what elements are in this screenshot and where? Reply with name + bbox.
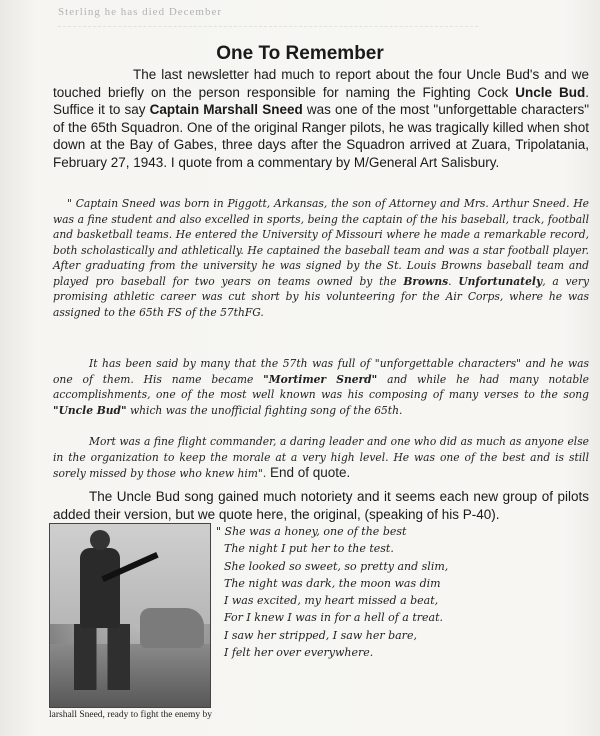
poem-line: I saw her stripped, I saw her bare,: [224, 628, 417, 642]
photo-caption: larshall Sneed, ready to fight the enemy by: [49, 710, 213, 720]
poem-line: The night was dark, the moon was dim: [224, 576, 441, 590]
poem-line: " She was a honey, one of the best: [216, 525, 407, 538]
quote-paragraph-3: Mort was a fine flight commander, a daring leader and one who did as much as anyone else in the organization to keep the morale at a very high level. He was one of the best and is still sorely missed by those who knew him". End of quote.: [53, 435, 589, 480]
quote-paragraph-2: It has been said by many that the 57th was full of "unforgettable characters" and he was one of them. His name became "Mortimer Snerd" and while he had many notable accomplishments, one of the most well known was his composing of many verses to the song "Uncle Bud" which was the unofficial fighting song of the 65th.: [53, 357, 589, 417]
poem-line: The night I put her to the test.: [224, 542, 394, 556]
faded-header-fragment: Sterling he has died December: [58, 6, 478, 27]
poem-line: For I knew I was in for a hell of a treat.: [224, 611, 444, 625]
photo-marshall-sneed: [49, 523, 211, 708]
intro-paragraph: The last newsletter had much to report about the four Uncle Bud's and we touched briefly on the person responsible for naming the Fighting Cock Uncle Bud. Suffice it to say Captain Marshall Sneed was one of the most "unforgettable characters" of the 65th Squadron. One of the original Ranger pilots, he was tragically killed when shot down at the Bay of Gabes, three days after the Squadron arrived at Zuara, Tripolatania, February 27, 1943. I quote from a commentary by M/General Art Salisbury.: [53, 67, 589, 170]
poem-line: I was excited, my heart missed a beat,: [224, 594, 439, 608]
article-title: One To Remember: [216, 43, 384, 64]
poem-line: I felt her over everywhere.: [224, 646, 374, 660]
poem-line: She looked so sweet, so pretty and slim,: [224, 559, 449, 573]
song-intro-paragraph: The Uncle Bud song gained much notoriety and it seems each new group of pilots added their version, but we quote here, the original, (speaking of his P-40).: [53, 489, 589, 522]
uncle-bud-song-verse: [216, 523, 596, 661]
quote-paragraph-1: " Captain Sneed was born in Piggott, Arkansas, the son of Attorney and Mrs. Arthur Sneed. He was a fine student and also excelled in sports, being the captain of the his baseball, track, football and basketball teams. He entered the University of Missouri where he made a remarkable record, both scholastically and athletically. He captained the baseball team and was a star football player. After graduating from the university he was signed by the St. Louis Browns baseball team and played pro baseball for two years on teams owned by the Browns. Unfortunately, a very promising athletic career was cut short by his volunteering for the Air Corps, where he was assigned to the 65th FS of the 57thFG.: [53, 197, 589, 319]
